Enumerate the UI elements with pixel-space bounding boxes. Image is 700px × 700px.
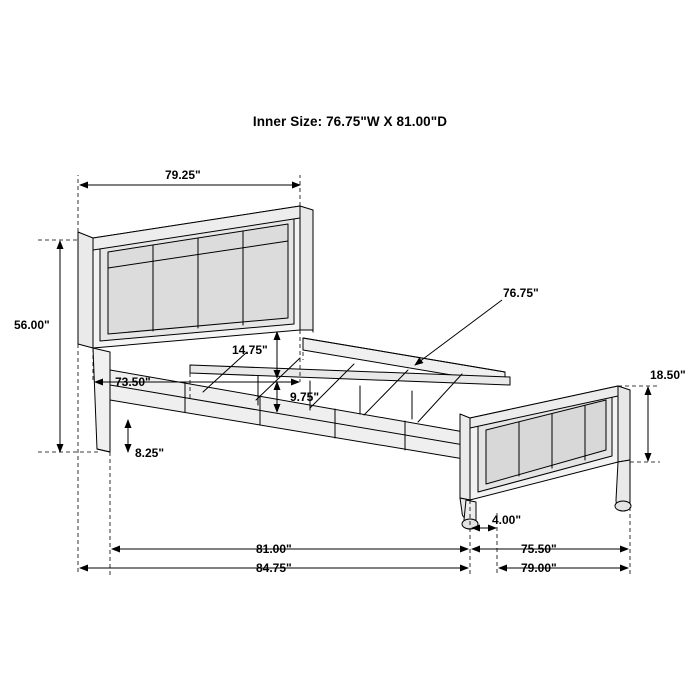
dim-headboard-panel-width: 73.50"	[115, 375, 151, 389]
dim-clearance-height: 8.25"	[135, 446, 165, 460]
page-title: Inner Size: 76.75"W X 81.00"D	[252, 114, 448, 129]
dim-footboard-height: 18.50"	[650, 368, 686, 382]
dim-inner-length: 81.00"	[256, 542, 292, 556]
dim-headboard-height: 56.00"	[14, 318, 50, 332]
dim-outer-length: 84.75"	[256, 561, 292, 575]
dim-footboard-outer-width: 79.00"	[521, 561, 557, 575]
dim-rail-height: 9.75"	[290, 390, 320, 404]
dim-mattress-width: 76.75"	[503, 286, 539, 300]
dim-headboard-width: 79.25"	[165, 168, 201, 182]
dim-headboard-post-height: 14.75"	[232, 343, 268, 357]
dim-footboard-inner-width: 75.50"	[521, 542, 557, 556]
dim-foot-leg-height: 4.00"	[492, 513, 522, 527]
